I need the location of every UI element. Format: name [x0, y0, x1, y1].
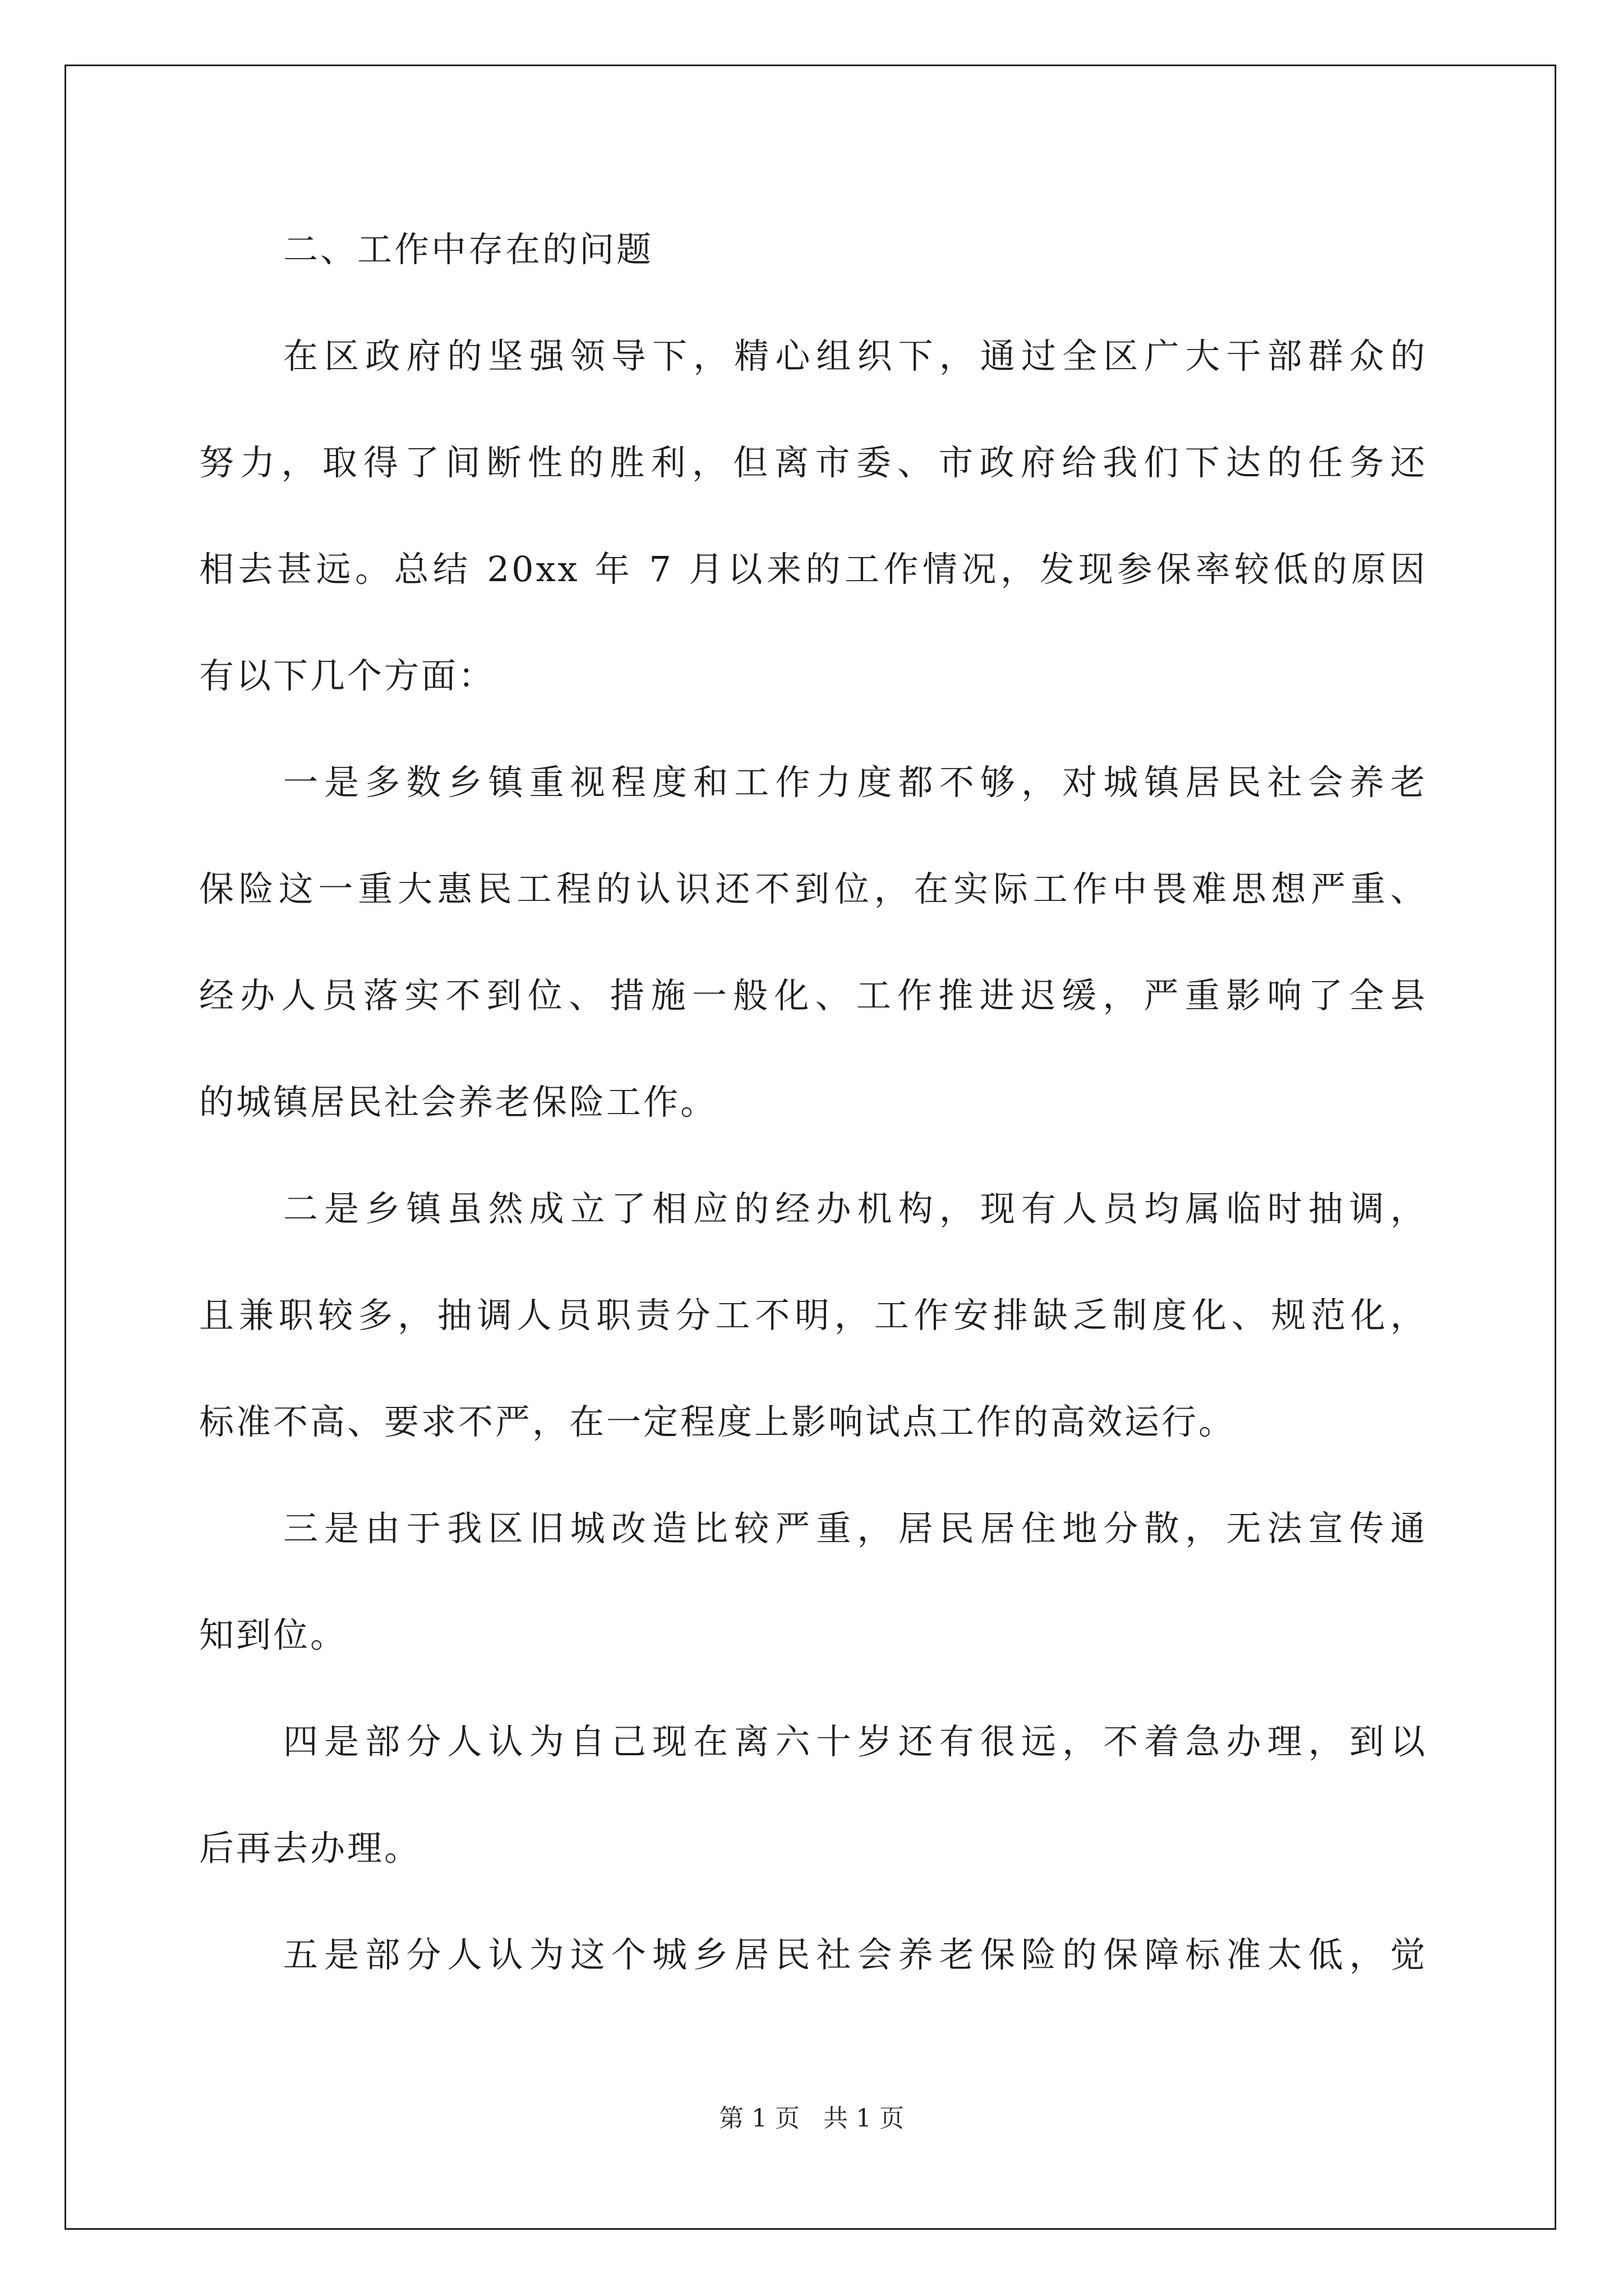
paragraph-line: 保险这一重大惠民工程的认识还不到位，在实际工作中畏难思想严重、 [199, 868, 1427, 909]
page-number-footer: 第 1 页 共 1 页 [719, 2104, 904, 2133]
paragraph-line: 相去甚远。总结 20xx 年 7 月以来的工作情况，发现参保率较低的原因 [199, 549, 1427, 590]
paragraph-line: 在区政府的坚强领导下，精心组织下，通过全区广大干部群众的 [283, 335, 1427, 376]
paragraph-line: 二是乡镇虽然成立了相应的经办机构，现有人员均属临时抽调， [283, 1188, 1427, 1229]
paragraph-line: 有以下几个方面： [199, 655, 496, 696]
paragraph-line: 知到位。 [199, 1614, 348, 1655]
section-heading: 二、工作中存在的问题 [283, 229, 654, 270]
paragraph-line: 后再去办理。 [199, 1828, 422, 1869]
paragraph-line: 五是部分人认为这个城乡居民社会养老保险的保障标准太低，觉 [283, 1934, 1427, 1975]
paragraph-line: 三是由于我区旧城改造比较严重，居民居住地分散，无法宣传通 [283, 1508, 1427, 1549]
paragraph-line: 且兼职较多，抽调人员职责分工不明，工作安排缺乏制度化、规范化， [199, 1295, 1427, 1336]
document-body [199, 213, 1427, 2025]
paragraph-line: 标准不高、要求不严，在一定程度上影响试点工作的高效运行。 [199, 1401, 1236, 1442]
paragraph-line: 的城镇居民社会养老保险工作。 [199, 1082, 718, 1122]
paragraph-line: 一是多数乡镇重视程度和工作力度都不够，对城镇居民社会养老 [283, 762, 1427, 803]
paragraph-line: 四是部分人认为自己现在离六十岁还有很远，不着急办理，到以 [283, 1721, 1427, 1762]
paragraph-line: 努力，取得了间断性的胜利，但离市委、市政府给我们下达的任务还 [199, 442, 1427, 483]
paragraph-line: 经办人员落实不到位、措施一般化、工作推进迟缓，严重影响了全县 [199, 975, 1427, 1016]
